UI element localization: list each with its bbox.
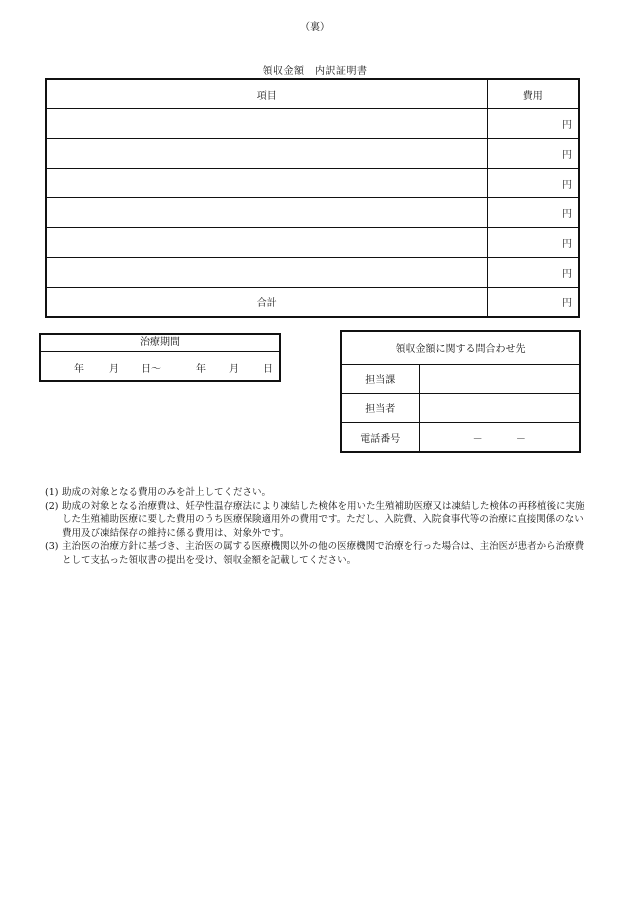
phone-label: 電話番号 bbox=[342, 423, 419, 451]
total-label: 合計 bbox=[47, 287, 487, 316]
end-year-label: 年 bbox=[196, 364, 206, 375]
note-text: 助成の対象となる費用のみを計上してください。 bbox=[62, 487, 272, 498]
phone-separator: － bbox=[472, 433, 483, 445]
contact-header-row bbox=[342, 332, 579, 364]
table-row bbox=[47, 257, 578, 287]
contact-row bbox=[342, 364, 579, 393]
end-day-label: 日 bbox=[263, 364, 273, 375]
note-number: (2) bbox=[45, 500, 59, 512]
cost-cell[interactable]: 円 bbox=[487, 257, 578, 287]
page-side-label: （裏） bbox=[300, 22, 330, 33]
total-cost-cell[interactable]: 円 bbox=[487, 287, 578, 316]
cost-cell[interactable]: 円 bbox=[487, 198, 578, 228]
inquiry-contact-box bbox=[340, 330, 581, 453]
person-field[interactable] bbox=[419, 393, 579, 422]
table-row bbox=[47, 228, 578, 258]
table-row bbox=[47, 198, 578, 228]
table-row bbox=[47, 109, 578, 139]
table-row bbox=[47, 139, 578, 169]
treatment-period-title: 治療期間 bbox=[41, 335, 279, 352]
department-field[interactable] bbox=[419, 364, 579, 393]
item-cell[interactable] bbox=[47, 198, 487, 228]
document-title: 領収金額 内訳証明書 bbox=[262, 66, 368, 77]
note-number: (1) bbox=[45, 487, 59, 498]
note-item bbox=[45, 500, 590, 541]
header-item: 項目 bbox=[47, 80, 487, 109]
notes-section bbox=[45, 486, 590, 567]
start-month-label: 月 bbox=[109, 364, 119, 375]
cost-cell[interactable]: 円 bbox=[487, 168, 578, 198]
item-cell[interactable] bbox=[47, 109, 487, 139]
start-year-label: 年 bbox=[74, 364, 84, 375]
cost-cell[interactable]: 円 bbox=[487, 228, 578, 258]
contact-title: 領収金額に関する問合わせ先 bbox=[342, 332, 579, 364]
end-month-label: 月 bbox=[229, 364, 239, 375]
table-row bbox=[47, 168, 578, 198]
header-cost: 費用 bbox=[487, 80, 578, 109]
table-header-row bbox=[47, 80, 578, 109]
item-cell[interactable] bbox=[47, 228, 487, 258]
cost-cell[interactable]: 円 bbox=[487, 109, 578, 139]
note-text: 主治医の治療方針に基づき、主治医の属する医療機関以外の他の医療機関で治療を行った場合は、主治医が患者から治療費として支払った領収書の提出を受け、領収金額を記載してください。 bbox=[62, 541, 585, 566]
note-text: 助成の対象となる治療費は、妊孕性温存療法により凍結した検体を用いた生殖補助医療又は凍結した検体の再移植後に実施した生殖補助医療に要した費用のうち医療保険適用外の費用です。ただし、入院費、入院食事代等の治療に直接関係のない費用及び凍結保存の維持に係る費用は、対象外です。 bbox=[62, 500, 585, 539]
cost-cell[interactable]: 円 bbox=[487, 139, 578, 169]
contact-row bbox=[342, 393, 579, 422]
start-day-label: 日〜 bbox=[141, 364, 161, 375]
note-item bbox=[45, 486, 590, 500]
treatment-period-box bbox=[39, 333, 281, 382]
person-label: 担当者 bbox=[342, 393, 419, 422]
item-cell[interactable] bbox=[47, 257, 487, 287]
treatment-period-dates[interactable] bbox=[41, 352, 279, 380]
note-item bbox=[45, 540, 590, 567]
contact-row bbox=[342, 423, 579, 451]
receipt-breakdown-table bbox=[45, 78, 580, 318]
total-row bbox=[47, 287, 578, 316]
note-number: (3) bbox=[45, 541, 59, 552]
phone-field[interactable] bbox=[419, 423, 579, 451]
department-label: 担当課 bbox=[342, 364, 419, 393]
item-cell[interactable] bbox=[47, 168, 487, 198]
item-cell[interactable] bbox=[47, 139, 487, 169]
phone-separator: － bbox=[515, 433, 526, 445]
